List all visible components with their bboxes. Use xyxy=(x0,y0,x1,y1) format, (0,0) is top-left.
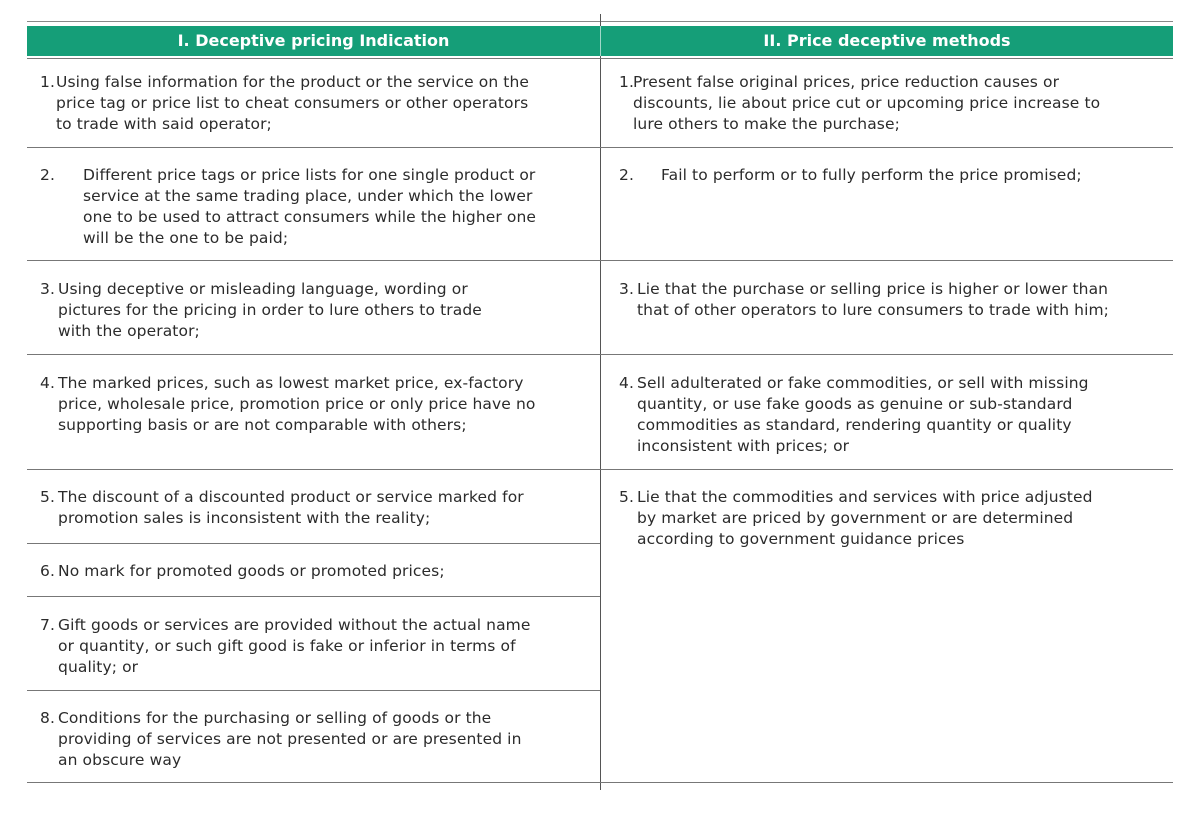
item-line: supporting basis or are not comparable with others; xyxy=(58,416,467,434)
item-line: price tag or price list to cheat consumers or other operators xyxy=(56,94,529,112)
item-number: 7. xyxy=(40,616,55,634)
item-line: The discount of a discounted product or service marked for xyxy=(58,488,524,506)
item-number: 2. xyxy=(619,166,634,184)
item-line: Using deceptive or misleading language, wording or xyxy=(58,280,468,298)
item-number: 5. xyxy=(619,488,634,506)
item-number: 3. xyxy=(40,280,55,298)
row-rule xyxy=(27,596,600,597)
item-text xyxy=(83,165,536,249)
item-line: will be the one to be paid; xyxy=(83,229,289,247)
item-line: Using false information for the product or the service on the xyxy=(56,73,530,91)
item-line: that of other operators to lure consumers to trade with him; xyxy=(637,301,1110,319)
item-line: The marked prices, such as lowest market price, ex-factory xyxy=(58,374,524,392)
item-text xyxy=(58,279,482,342)
item-line: by market are priced by government or are determined xyxy=(637,509,1074,527)
item-text xyxy=(58,561,445,582)
item-number: 1. xyxy=(619,73,634,91)
item-line: inconsistent with prices; or xyxy=(637,437,850,455)
row-rule xyxy=(27,260,1173,261)
item-text xyxy=(637,487,1093,550)
item-number: 1. xyxy=(40,73,55,91)
table-header xyxy=(27,26,1173,56)
item-line: to trade with said operator; xyxy=(56,115,272,133)
row-rule xyxy=(27,690,600,691)
item-text xyxy=(58,373,535,436)
item-text xyxy=(637,279,1109,321)
item-text xyxy=(661,165,1082,186)
item-line: Sell adulterated or fake commodities, or sell with missing xyxy=(637,374,1089,392)
item-number: 6. xyxy=(40,562,55,580)
item-line: or quantity, or such gift good is fake or inferior in terms of xyxy=(58,637,516,655)
item-text xyxy=(637,373,1089,457)
header-bottom-rule xyxy=(27,58,1173,59)
item-line: an obscure way xyxy=(58,751,182,769)
item-line: providing of services are not presented or are presented in xyxy=(58,730,522,748)
item-line: Fail to perform or to fully perform the price promised; xyxy=(661,166,1082,184)
item-line: quality; or xyxy=(58,658,139,676)
header-deceptive-pricing-indication: I. Deceptive pricing Indication xyxy=(177,31,450,50)
item-line: Gift goods or services are provided without the actual name xyxy=(58,616,531,634)
item-text xyxy=(58,615,531,678)
row-rule xyxy=(27,543,600,544)
item-line: No mark for promoted goods or promoted prices; xyxy=(58,562,445,580)
row-rule xyxy=(27,469,1173,470)
row-rule xyxy=(27,354,1173,355)
column-divider xyxy=(600,14,601,790)
item-number: 8. xyxy=(40,709,55,727)
row-rule xyxy=(27,147,1173,148)
item-number: 4. xyxy=(40,374,55,392)
item-number: 4. xyxy=(619,374,634,392)
header-price-deceptive-methods: II. Price deceptive methods xyxy=(763,31,1011,50)
item-line: Different price tags or price lists for one single product or xyxy=(83,166,536,184)
item-number: 2. xyxy=(40,166,55,184)
item-line: service at the same trading place, under which the lower xyxy=(83,187,533,205)
item-text xyxy=(633,72,1100,135)
item-line: promotion sales is inconsistent with the reality; xyxy=(58,509,431,527)
item-text xyxy=(58,708,522,771)
item-line: according to government guidance prices xyxy=(637,530,965,548)
item-line: Present false original prices, price reduction causes or xyxy=(633,73,1060,91)
table-bottom-rule xyxy=(27,782,1173,783)
item-line: Conditions for the purchasing or selling of goods or the xyxy=(58,709,492,727)
item-text xyxy=(56,72,529,135)
item-line: with the operator; xyxy=(58,322,200,340)
item-line: Lie that the commodities and services with price adjusted xyxy=(637,488,1093,506)
item-line: commodities as standard, rendering quantity or quality xyxy=(637,416,1072,434)
item-number: 5. xyxy=(40,488,55,506)
item-line: discounts, lie about price cut or upcoming price increase to xyxy=(633,94,1101,112)
item-line: quantity, or use fake goods as genuine or sub-standard xyxy=(637,395,1073,413)
item-line: pictures for the pricing in order to lure others to trade xyxy=(58,301,482,319)
item-number: 3. xyxy=(619,280,634,298)
item-text xyxy=(58,487,524,529)
item-line: Lie that the purchase or selling price is higher or lower than xyxy=(637,280,1109,298)
pricing-table xyxy=(27,14,1173,790)
item-line: lure others to make the purchase; xyxy=(633,115,900,133)
item-line: price, wholesale price, promotion price or only price have no xyxy=(58,395,536,413)
item-line: one to be used to attract consumers while the higher one xyxy=(83,208,537,226)
